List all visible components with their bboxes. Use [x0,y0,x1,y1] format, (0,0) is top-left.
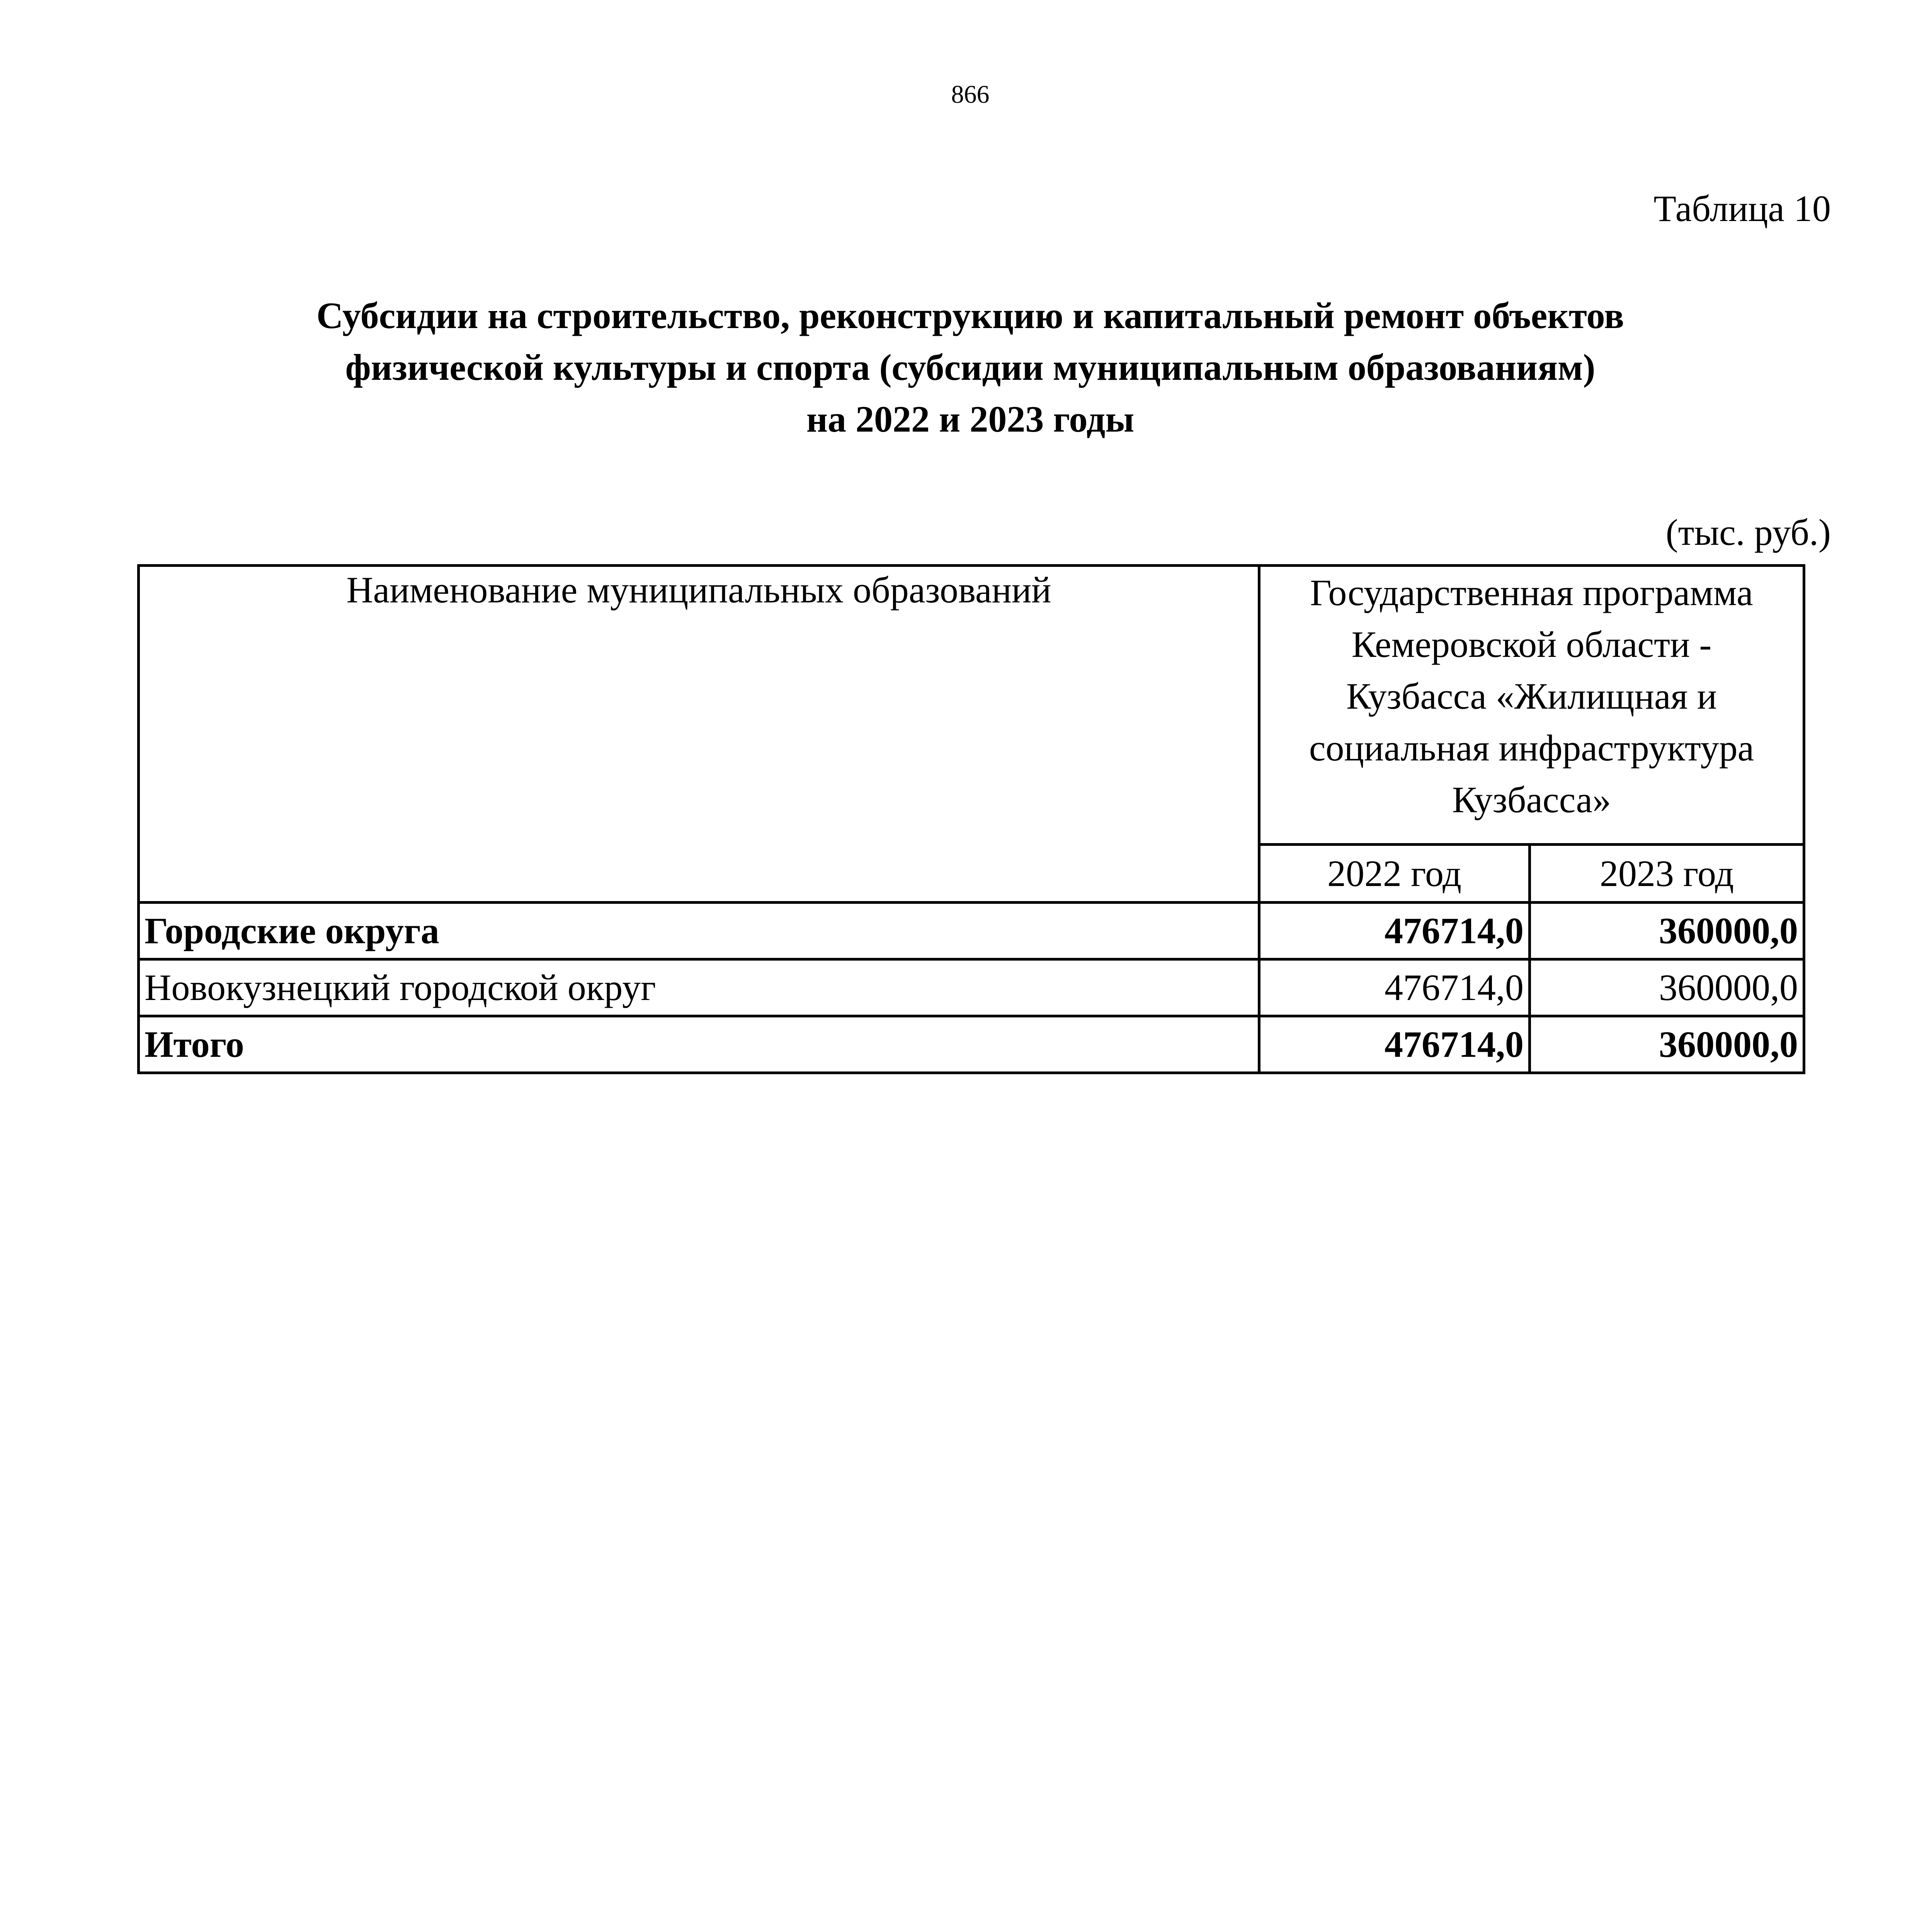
table-row [139,959,1804,1016]
table-row [139,1016,1804,1073]
row-name: Итого [139,1016,1259,1073]
row-value-2023: 360000,0 [1530,1016,1804,1073]
table-row [139,903,1804,959]
row-value-2022: 476714,0 [1259,903,1530,959]
row-name: Городские округа [139,903,1259,959]
header-program-line: социальная инфраструктура [1309,727,1754,769]
header-program-line: Кузбасса «Жилищная и [1346,675,1717,717]
header-municipality: Наименование муниципальных образований [139,566,1259,903]
title-line: физической культуры и спорта (субсидии муниципальным образованиям) [345,347,1596,388]
row-value-2023: 360000,0 [1530,959,1804,1016]
row-name: Новокузнецкий городской округ [139,959,1259,1016]
page-number: 866 [951,80,990,109]
header-program [1259,566,1804,845]
header-program-line: Кемеровской области - [1351,624,1712,665]
row-value-2022: 476714,0 [1259,959,1530,1016]
row-value-2022: 476714,0 [1259,1016,1530,1073]
units-note: (тыс. руб.) [1665,512,1831,553]
header-year-2023: 2023 год [1530,845,1804,903]
title-line: на 2022 и 2023 годы [806,398,1135,440]
subsidies-table [137,564,1805,1074]
row-value-2023: 360000,0 [1530,903,1804,959]
document-title [139,290,1801,445]
table-label: Таблица 10 [1653,188,1831,229]
header-program-line: Кузбасса» [1452,779,1611,820]
header-program-line: Государственная программа [1310,572,1753,613]
title-line: Субсидии на строительство, реконструкцию и капитальный ремонт объектов [316,295,1624,336]
header-year-2022: 2022 год [1259,845,1530,903]
